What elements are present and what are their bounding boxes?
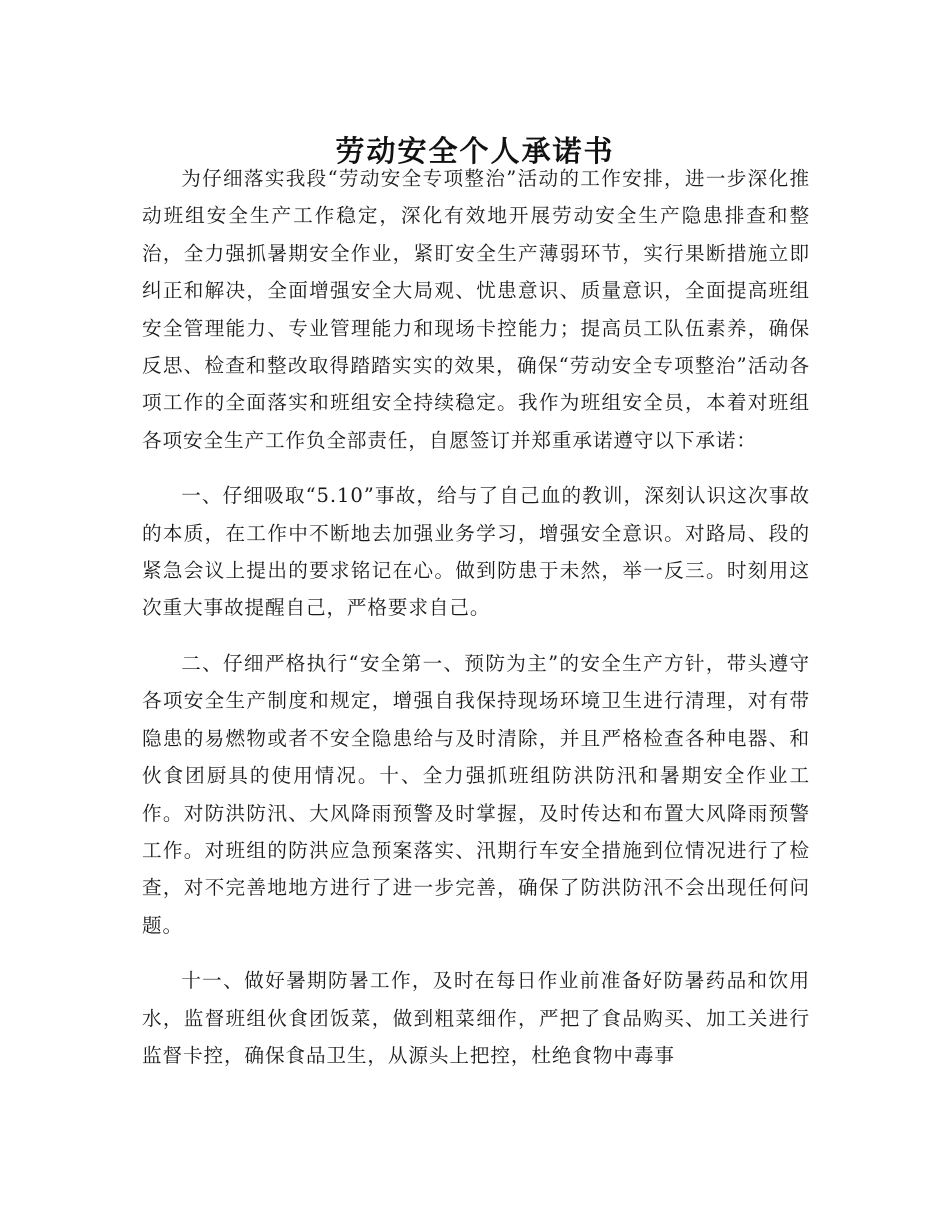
paragraph-item-1: 一、仔细吸取“5.10”事故，给与了自己血的教训，深刻认识这次事故的本质，在工作中不断地去加强业务学习，增强安全意识。对路局、段的紧急会议上提出的要求铭记在心。做到防患于未然，举一反三。时刻用这次重大事故提醒自己，严格要求自己。 [142,484,810,620]
document-body [142,160,810,1074]
document-title: 劳动安全个人承诺书 [335,134,615,169]
paragraph-intro: 为仔细落实我段“劳动安全专项整治”活动的工作安排，进一步深化推动班组安全生产工作稳定，深化有效地开展劳动安全生产隐患排查和整治，全力强抓暑期安全作业，紧盯安全生产薄弱环节，实行果断措施立即纠正和解决，全面增强安全大局观、忧患意识、质量意识，全面提高班组安全管理能力、专业管理能力和现场卡控能力；提高员工队伍素养，确保反思、检查和整改取得踏踏实实的效果，确保“劳动安全专项整治”活动各项工作的全面落实和班组安全持续稳定。我作为班组安全员，本着对班组各项安全生产工作负全部责任，自愿签订并郑重承诺遵守以下承诺： [142,167,810,452]
paragraph-item-11: 十一、做好暑期防暑工作，及时在每日作业前准备好防暑药品和饮用水，监督班组伙食团饭菜，做到粗菜细作，严把了食品购买、加工关进行监督卡控，确保食品卫生，从源头上把控，杜绝食物中毒事 [142,969,810,1067]
paragraph-item-2: 二、仔细严格执行“安全第一、预防为主”的安全生产方针，带头遵守各项安全生产制度和规定，增强自我保持现场环境卫生进行清理，对有带隐患的易燃物或者不安全隐患给与及时清除，并且严格检查各种电器、和伙食团厨具的使用情况。十、全力强抓班组防洪防汛和暑期安全作业工作。对防洪防汛、大风降雨预警及时掌握，及时传达和布置大风降雨预警工作。对班组的防洪应急预案落实、汛期行车安全措施到位情况进行了检查，对不完善地地方进行了进一步完善，确保了防洪防汛不会出现任何问题。 [142,651,810,937]
